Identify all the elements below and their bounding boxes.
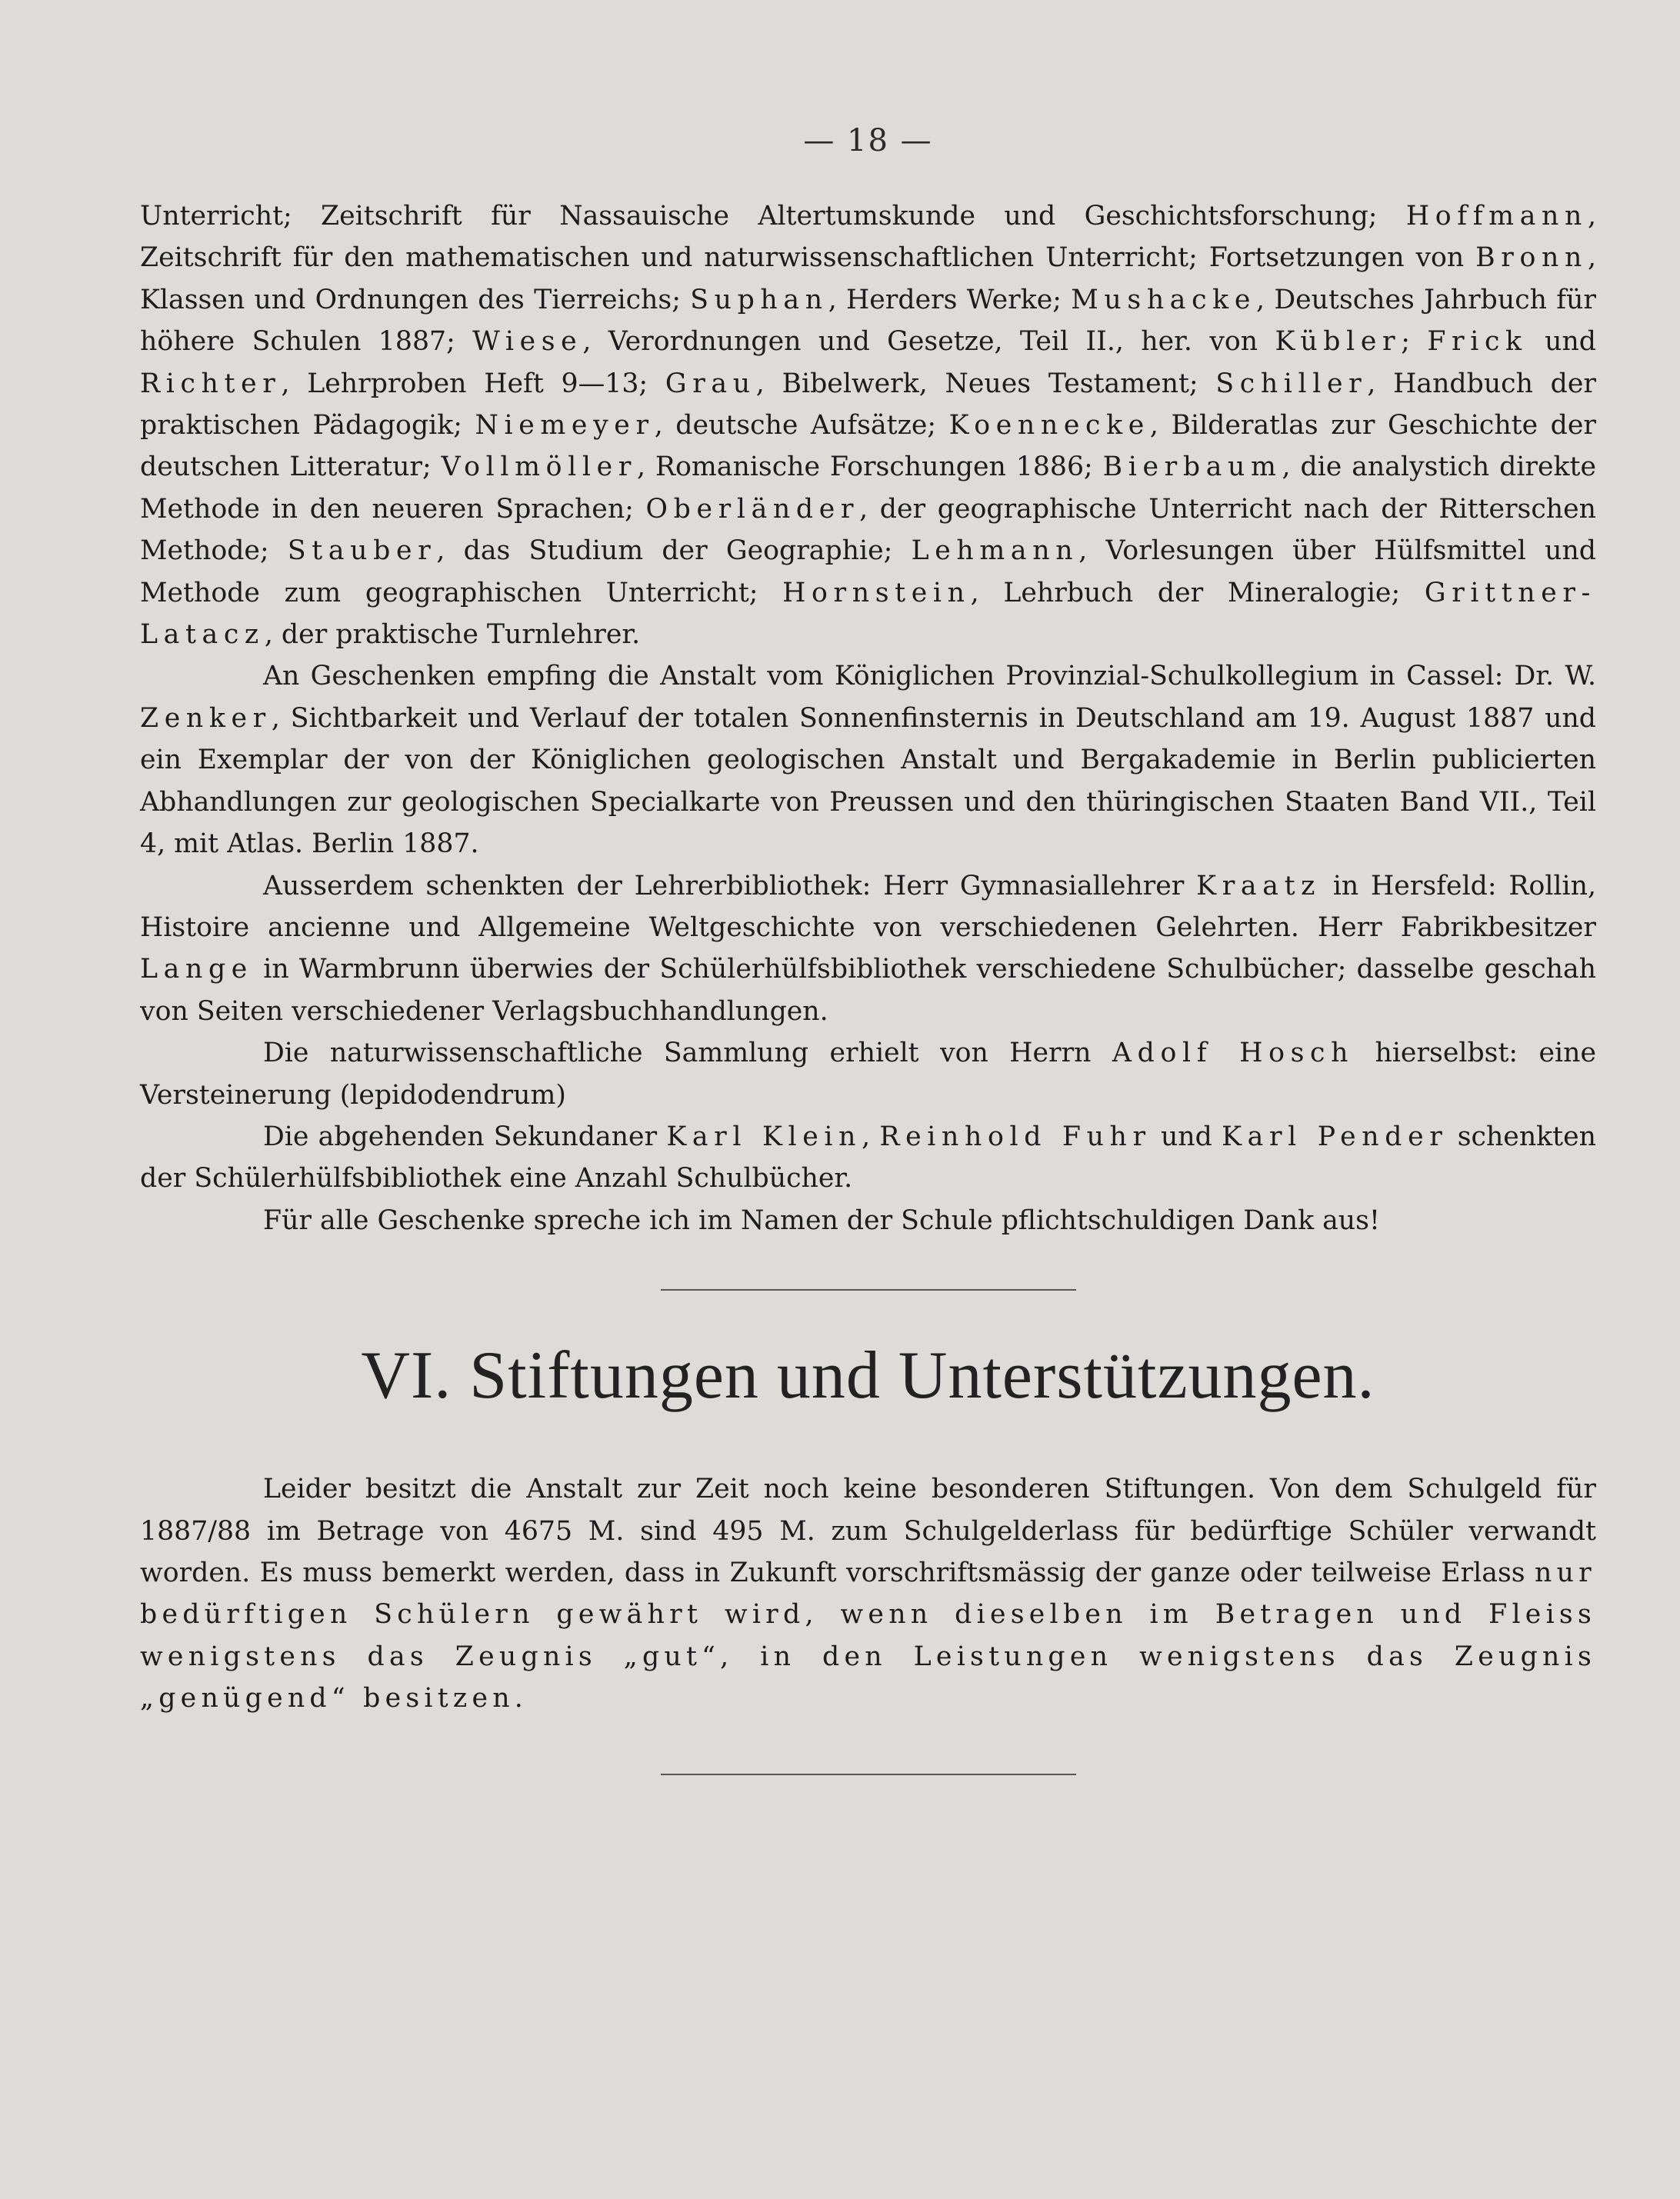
divider [661, 1289, 1076, 1291]
paragraph-library-acquisitions: Unterricht; Zeitschrift für Nassauische Altertumskunde und Geschichtsforschung; Hoffmann, Zeitschrift für den mathematischen und naturwissenschaftlichen Unterricht; Fortsetzungen von Bronn, Klassen und Ordnungen des Tierreichs; Suphan, Herders Werke; Mushacke, Deutsches Jahrbuch für höhere Schulen 1887; Wiese, Verordnungen und Gesetze, Teil II., her. von Kübler; Frick und Richter, Lehrproben Heft 9—13; Grau, Bibelwerk, Neues Testament; Schiller, Handbuch der praktischen Pädagogik; Niemeyer, deutsche Aufsätze; Koennecke, Bilderatlas zur Geschichte der deutschen Litteratur; Vollmöller, Romanische Forschungen 1886; Bierbaum, die analystich direkte Methode in den neueren Sprachen; Oberländer, der geographische Unterricht nach der Ritterschen Methode; Stauber, das Studium der Geographie; Lehmann, Vorlesungen über Hülfsmittel und Methode zum geographischen Unterricht; Hornstein, Lehrbuch der Mineralogie; Grittner-Latacz, der praktische Turnlehrer. [140, 201, 1597, 651]
divider [661, 1774, 1076, 1775]
paragraph-student-gifts: Die abgehenden Sekundaner Karl Klein, Reinhold Fuhr und Karl Pender schenkten der Schülerhülfsbibliothek eine Anzahl Schulbücher. [140, 1121, 1596, 1194]
author-name: Grau [665, 368, 756, 399]
page-number: — 18 — [803, 123, 933, 158]
author-name: Bronn [1475, 242, 1588, 274]
author-name: Grittner-Latacz [140, 577, 1596, 651]
donor-name: Reinhold Fuhr [879, 1121, 1152, 1152]
author-name: Schiller [1215, 368, 1368, 399]
author-name: Stauber [287, 535, 437, 567]
donor-name: Kraatz [1196, 870, 1322, 901]
page-content [140, 123, 1596, 1775]
author-name: Lehmann [911, 535, 1079, 567]
author-name: Vollmöller [441, 451, 637, 483]
author-name: Bierbaum [1102, 451, 1282, 483]
donor-name: Lange [140, 954, 253, 985]
paragraph-endowments: Leider besitzt die Anstalt zur Zeit noch keine besonderen Stiftungen. Von dem Schulgeld für 1887/88 im Betrage von 4675 M. sind 495 M. zum Schulgelderlass für bedürftige Schüler verwandt worden. Es muss bemerkt werden, dass in Zukunft vorschriftsmässig der ganze oder teilweise Erlass nur bedürftigen Schülern gewährt wird, wenn dieselben im Betragen und Fleiss wenigstens das Zeugnis „gut“, in den Leistungen wenigstens das Zeugnis „genügend“ besitzen. [140, 1474, 1596, 1714]
paragraph-thanks: Für alle Geschenke spreche ich im Namen der Schule pflichtschuldigen Dank aus! [263, 1204, 1380, 1236]
section-heading: VI. Stiftungen und Unterstützungen. [361, 1338, 1375, 1414]
author-name: Zenker [140, 702, 272, 734]
author-name: Richter [140, 368, 282, 399]
author-name: Niemeyer [475, 410, 655, 441]
donor-name: Adolf Hosch [1112, 1038, 1355, 1069]
author-name: Hornstein [782, 577, 971, 608]
spaced-emphasis-text: nur bedürftigen Schülern gewährt wird, wenn dieselben im Betragen und Fleiss wenigstens das Zeugnis „gut“, in den Leistungen wenigstens das Zeugnis „genügend“ besitzen. [140, 1557, 1596, 1714]
paragraph-gifts-provincial: An Geschenken empfing die Anstalt vom Königlichen Provinzial-Schulkollegium in Cassel: Dr. W. Zenker, Sichtbarkeit und Verlauf der totalen Sonnenfinsternis in Deutschland am 19. August 1887 und ein Exemplar der von der Königlichen geologischen Anstalt und Bergakademie in Berlin publicierten Abhandlungen zur geologischen Specialkarte von Preussen und den thüringischen Staaten Band VII., Teil 4, mit Atlas. Berlin 1887. [140, 661, 1596, 860]
paragraph-gifts-teachers-library: Ausserdem schenkten der Lehrerbibliothek: Herr Gymnasiallehrer Kraatz in Hersfeld: Rollin, Histoire ancienne und Allgemeine Weltgeschichte von verschiedenen Gelehrten. Herr Fabrikbesitzer Lange in Warmbrunn überwies der Schülerhülfsbibliothek verschiedene Schulbücher; dasselbe geschah von Seiten verschiedener Verlagsbuchhandlungen. [140, 870, 1596, 1027]
author-name: Hoffmann [1405, 201, 1588, 232]
author-name: Kübler [1275, 326, 1402, 358]
author-name: Frick [1427, 326, 1528, 358]
author-name: Oberländer [645, 493, 860, 525]
author-name: Suphan [690, 284, 828, 315]
donor-name: Karl Pender [1222, 1121, 1448, 1152]
author-name: Wiese [472, 326, 583, 358]
author-name: Koennecke [948, 410, 1150, 441]
donor-name: Karl Klein [666, 1121, 862, 1152]
author-name: Mushacke [1071, 284, 1256, 315]
paragraph-science-collection: Die naturwissenschaftliche Sammlung erhielt von Herrn Adolf Hosch hierselbst: eine Versteinerung (lepidodendrum) [140, 1038, 1596, 1111]
